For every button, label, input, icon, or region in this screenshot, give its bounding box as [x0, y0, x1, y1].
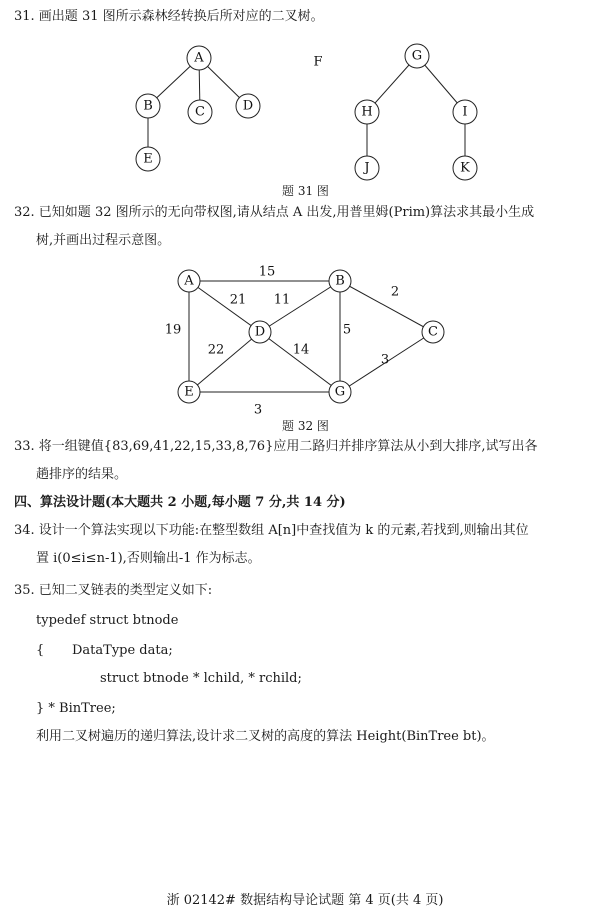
q32-graph-figure	[0, 260, 610, 420]
svg-text:D: D	[242, 98, 254, 114]
q32-caption: 题 32 图	[282, 419, 329, 433]
weight-AE: 19	[164, 322, 182, 338]
svg-text:E: E	[143, 151, 153, 167]
q32-line1: 32. 已知如题 32 图所示的无向带权图,请从结点 A 出发,用普里姆(Prim)算法求其最小生成	[14, 205, 535, 220]
svg-text:J: J	[364, 160, 370, 176]
weight-BD: 11	[273, 292, 291, 308]
q35-code-typedef: typedef struct btnode	[36, 613, 179, 628]
q31-text: 31. 画出题 31 图所示森林经转换后所对应的二叉树。	[14, 9, 324, 24]
svg-text:C: C	[428, 324, 438, 340]
q35-code-children: struct btnode * lchild, * rchild;	[100, 671, 302, 686]
page-footer: 浙 02142# 数据结构导论试题 第 4 页(共 4 页)	[166, 893, 444, 908]
svg-text:G: G	[334, 384, 346, 400]
tree-node-D	[236, 94, 260, 118]
tree-node-B	[136, 94, 160, 118]
q35-task: 利用二叉树遍历的递归算法,设计求二叉树的高度的算法 Height(BinTree bt)。	[36, 729, 495, 744]
svg-text:G: G	[411, 48, 423, 64]
q34-line2: 置 i(0≤i≤n-1),否则输出-1 作为标志。	[36, 551, 261, 566]
graph-node-G	[329, 381, 351, 403]
svg-text:A: A	[184, 273, 194, 289]
weight-ED: 22	[207, 342, 225, 358]
weight-BC: 2	[390, 284, 400, 300]
tree-node-K	[453, 156, 477, 180]
svg-text:I: I	[462, 104, 468, 120]
tree-node-G	[405, 44, 429, 68]
weight-CG: 3	[380, 352, 390, 368]
edge-D-G	[260, 332, 340, 392]
svg-text:D: D	[254, 324, 266, 340]
q35-code-open-brace: {	[36, 643, 45, 658]
tree-node-H	[355, 100, 379, 124]
q35-code-close: } * BinTree;	[36, 701, 116, 716]
graph-node-E	[178, 381, 200, 403]
tree-node-J	[355, 156, 379, 180]
svg-text:F: F	[313, 54, 323, 70]
tree-node-A	[187, 46, 211, 70]
edge-A-D	[189, 281, 260, 332]
graph-node-B	[329, 270, 351, 292]
graph-node-A	[178, 270, 200, 292]
svg-text:B: B	[335, 273, 345, 289]
svg-text:E: E	[184, 384, 194, 400]
svg-text:B: B	[143, 98, 153, 114]
weight-BG: 5	[342, 322, 352, 338]
q35-line1: 35. 已知二叉链表的类型定义如下:	[14, 583, 213, 598]
weight-DG: 14	[292, 342, 310, 358]
svg-text:K: K	[460, 160, 470, 176]
q33-line1: 33. 将一组键值{83,69,41,22,15,33,8,76}应用二路归并排序算法从小到大排序,试写出各	[14, 439, 538, 454]
weight-AD: 21	[229, 292, 247, 308]
svg-text:H: H	[361, 104, 373, 120]
svg-text:C: C	[195, 104, 205, 120]
edge-B-C	[340, 281, 433, 332]
tree-node-F	[313, 55, 322, 70]
edge-B-D	[260, 281, 340, 332]
section4-title: 四、算法设计题(本大题共 2 小题,每小题 7 分,共 14 分)	[14, 495, 346, 510]
graph-node-D	[249, 321, 271, 343]
tree-node-C	[188, 100, 212, 124]
edge-E-D	[189, 332, 260, 392]
q35-code-data: DataType data;	[72, 643, 173, 658]
q31-caption: 题 31 图	[282, 184, 329, 198]
svg-text:A: A	[194, 50, 204, 66]
graph-node-C	[422, 321, 444, 343]
weight-EG: 3	[253, 402, 263, 418]
weight-AB: 15	[258, 264, 276, 280]
tree-node-I	[453, 100, 477, 124]
q33-line2: 趟排序的结果。	[36, 467, 128, 482]
tree-node-E	[136, 147, 160, 171]
q31-forest-figure	[0, 40, 610, 190]
q34-line1: 34. 设计一个算法实现以下功能:在整型数组 A[n]中查找值为 k 的元素,若找到,则输出其位	[14, 523, 529, 538]
q32-line2: 树,并画出过程示意图。	[36, 233, 171, 248]
